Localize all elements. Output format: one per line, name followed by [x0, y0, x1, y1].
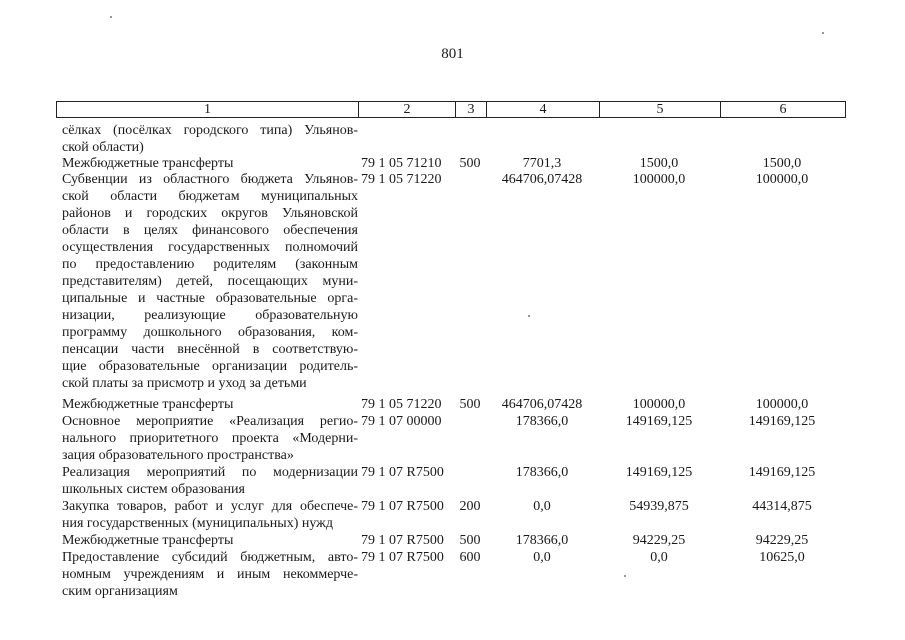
description-line: ния государственных (муниципальных) нужд [62, 516, 333, 531]
row-value-col5: 100000,0 [632, 172, 686, 187]
description-line: программу дошкольного образования, ком- [62, 325, 358, 340]
row-value-col5: 54939,875 [629, 499, 689, 514]
row-value-col6: 149169,125 [748, 465, 816, 480]
description-line: Закупка товаров, работ и услуг для обеспече- [62, 499, 358, 514]
row-description [62, 413, 358, 464]
description-line: осуществления государственных полномочий [62, 240, 358, 255]
row-value-col6: 10625,0 [759, 550, 805, 565]
row-description [62, 532, 358, 549]
description-line: Субвенции из областного бюджета Ульянов- [62, 172, 358, 187]
row-value-col6: 100000,0 [755, 397, 809, 412]
description-line: щие образовательные организации родитель- [62, 359, 358, 374]
description-line: ципальные и частные образовательные орга- [62, 291, 358, 306]
row-description [62, 122, 358, 156]
description-line: ской области бюджетам муниципальных [62, 189, 358, 204]
row-value-col4: 7701,3 [522, 156, 562, 171]
header-col-6: 6 [720, 101, 846, 118]
row-value-col4: 178366,0 [515, 465, 569, 480]
row-value-col6: 1500,0 [762, 156, 802, 171]
description-line: Межбюджетные трансферты [62, 156, 234, 171]
row-code: 79 1 07 R7500 [361, 550, 444, 565]
description-line: школьных систем образования [62, 482, 245, 497]
row-expense-type: 500 [459, 156, 481, 171]
description-line: нального приоритетного проекта «Модерни- [62, 431, 358, 446]
description-line: низации, реализующие образовательную [62, 308, 358, 323]
description-line: по предоставлению родителям (законным [62, 257, 358, 272]
row-value-col5: 149169,125 [625, 414, 693, 429]
description-line: Межбюджетные трансферты [62, 397, 234, 412]
row-description [62, 549, 358, 600]
row-code: 79 1 05 71210 [361, 156, 442, 171]
description-line: представителям) детей, посещающих муни- [62, 274, 358, 289]
header-col-4: 4 [486, 101, 600, 118]
description-line: зация образовательного пространства» [62, 448, 294, 463]
description-line: районов и городских округов Ульяновской [62, 206, 358, 221]
description-line: области в целях финансового обеспечения [62, 223, 358, 238]
row-code: 79 1 05 71220 [361, 397, 442, 412]
description-line: ским организациям [62, 584, 178, 599]
row-value-col6: 94229,25 [755, 533, 809, 548]
row-expense-type: 500 [459, 533, 481, 548]
row-value-col4: 178366,0 [515, 533, 569, 548]
row-value-col5: 0,0 [650, 550, 668, 565]
description-line: Реализация мероприятий по модернизации [62, 465, 358, 480]
scan-speck [624, 575, 626, 577]
row-description [62, 498, 358, 532]
header-col-2: 2 [358, 101, 456, 118]
row-description [62, 464, 358, 498]
scan-speck [110, 16, 112, 18]
description-line: сёлках (посёлках городского типа) Ульянов- [62, 123, 358, 138]
description-line: пенсации части внесённой в соответствую- [62, 342, 358, 357]
scan-speck [528, 315, 530, 317]
row-code: 79 1 07 R7500 [361, 533, 444, 548]
row-code: 79 1 07 00000 [361, 414, 442, 429]
description-line: Предоставление субсидий бюджетным, авто- [62, 550, 358, 565]
row-value-col6: 44314,875 [752, 499, 812, 514]
row-value-col5: 149169,125 [625, 465, 693, 480]
row-value-col4: 0,0 [533, 550, 551, 565]
row-value-col4: 464706,07428 [501, 397, 583, 412]
row-value-col6: 149169,125 [748, 414, 816, 429]
row-value-col4: 0,0 [533, 499, 551, 514]
row-code: 79 1 07 R7500 [361, 465, 444, 480]
scan-speck [822, 32, 824, 34]
row-code: 79 1 05 71220 [361, 172, 442, 187]
description-line: ской области) [62, 140, 144, 155]
description-line: Основное мероприятие «Реализация регио- [62, 414, 358, 429]
header-col-5: 5 [599, 101, 721, 118]
row-value-col6: 100000,0 [755, 172, 809, 187]
row-expense-type: 600 [459, 550, 481, 565]
page-number: 801 [441, 46, 464, 62]
header-col-3: 3 [455, 101, 487, 118]
description-line: ской платы за присмотр и уход за детьми [62, 376, 307, 391]
row-value-col5: 94229,25 [632, 533, 686, 548]
description-line: Межбюджетные трансферты [62, 533, 234, 548]
row-expense-type: 500 [459, 397, 481, 412]
description-line: номным учреждениям и иным некоммерче- [62, 567, 358, 582]
row-value-col5: 100000,0 [632, 397, 686, 412]
row-code: 79 1 07 R7500 [361, 499, 444, 514]
row-expense-type: 200 [459, 499, 481, 514]
row-value-col4: 464706,07428 [501, 172, 583, 187]
row-description [62, 396, 358, 413]
row-value-col5: 1500,0 [639, 156, 679, 171]
row-description [62, 155, 358, 172]
header-col-1: 1 [56, 101, 359, 118]
row-value-col4: 178366,0 [515, 414, 569, 429]
row-description [62, 171, 358, 392]
